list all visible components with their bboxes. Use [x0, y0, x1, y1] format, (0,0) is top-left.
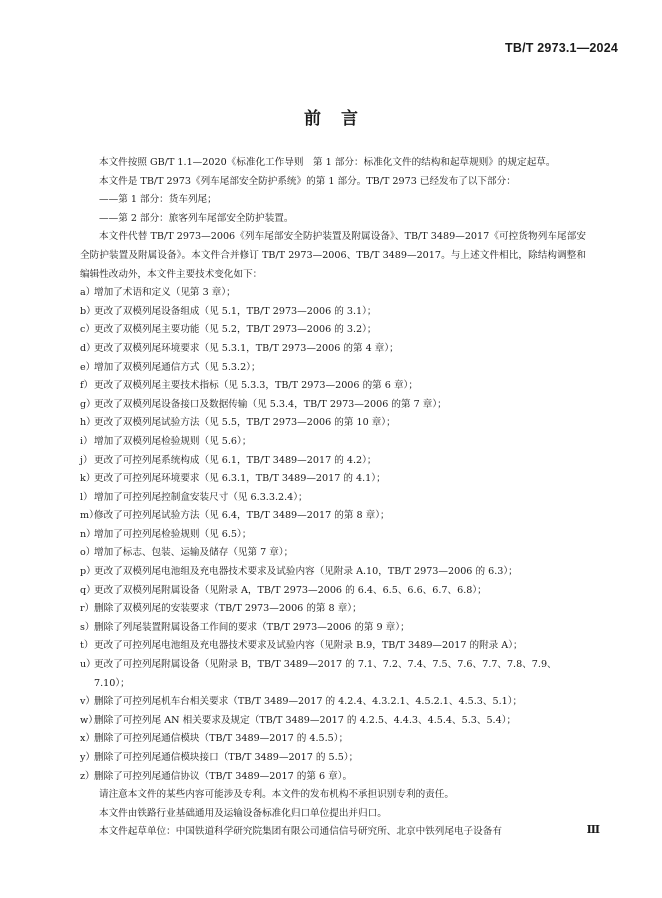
change-item [80, 693, 586, 712]
change-item-text: 更改了可控列尾系统构成（见 6.1，TB/T 3489—2017 的 4.2）； [94, 454, 377, 466]
change-item-label: o） [80, 547, 96, 559]
document-id: TB/T 2973.1—2024 [505, 41, 618, 55]
change-item [80, 303, 586, 322]
change-item [80, 563, 586, 582]
change-item-text: 删除了可控列尾通信模块接口（TB/T 3489—2017 的 5.5）； [94, 752, 359, 763]
change-item-text: 增加了可控列尾控制盒安装尺寸（见 6.3.3.2.4）； [94, 491, 308, 503]
change-item [80, 619, 586, 638]
change-item-label: l） [80, 491, 93, 503]
change-item [80, 396, 586, 415]
change-item-label: h） [80, 417, 96, 429]
change-item-label: w） [80, 714, 98, 726]
change-item [80, 749, 586, 768]
change-item-label: g） [80, 398, 96, 410]
change-item [80, 359, 586, 378]
change-item-text: 更改了可控列尾电池组及充电器技术要求及试验内容（见附录 B.9，TB/T 3489—2017 的附录 A）； [94, 640, 523, 652]
document-body [80, 154, 586, 842]
change-item-text: 更改了双模列尾主要功能（见 5.2，TB/T 2973—2006 的 3.2）； [94, 324, 377, 336]
change-item [80, 489, 586, 508]
change-item-label: x） [80, 733, 96, 745]
change-item-text: 删除了可控列尾 AN 相关要求及规定（TB/T 3489—2017 的 4.2.5、4.4.3、4.5.4、5.3、5.4）； [94, 714, 517, 726]
change-item [80, 712, 586, 731]
change-item-text: 更改了双模列尾试验方法（见 5.5，TB/T 2973—2006 的第 10 章）； [94, 417, 396, 429]
change-item-label: c） [80, 324, 95, 336]
change-item [80, 377, 586, 396]
change-item-text: 增加了双模列尾通信方式（见 5.3.2）； [94, 361, 261, 373]
change-item [80, 340, 586, 359]
change-item-label: f） [80, 380, 94, 392]
change-item-text: 更改了双模列尾主要技术指标（见 5.3.3，TB/T 2973—2006 的第 6 章）； [94, 380, 418, 392]
change-item-label: i） [80, 435, 93, 447]
part-item: ——第 2 部分：旅客列车尾部安全防护装置。 [99, 212, 294, 224]
change-item-label: s） [80, 621, 95, 633]
change-item [80, 656, 586, 693]
change-item-label: v） [80, 696, 96, 708]
change-item-label: u） [80, 659, 96, 671]
change-item-label: a） [80, 287, 96, 299]
change-item-text: 更改了双模列尾电池组及充电器技术要求及试验内容（见附录 A.10，TB/T 2973—2006 的 6.3）； [94, 566, 518, 578]
change-item-label: j） [80, 454, 93, 466]
page-number: Ⅲ [586, 823, 600, 836]
change-item-text: 更改了双模列尾设备接口及数据传输（见 5.3.4，TB/T 2973—2006 的第 7 章）； [94, 398, 447, 410]
change-item-text: 修改了可控列尾试验方法（见 6.4，TB/T 3489—2017 的第 8 章）； [94, 510, 390, 522]
change-item [80, 582, 586, 601]
change-item [80, 730, 586, 749]
page-title: 前言 [304, 109, 378, 129]
intro-paragraph: 本文件按照 GB/T 1.1—2020《标准化工作导则 第 1 部分：标准化文件的结构和起草规则》的规定起草。 [99, 157, 556, 168]
intro-paragraph: 本文件是 TB/T 2973《列车尾部安全防护系统》的第 1 部分。TB/T 2973 已经发布了以下部分： [99, 175, 516, 187]
change-item-text: 删除了可控列尾机车台相关要求（TB/T 3489—2017 的 4.2.4、4.3.2.1、4.5.2.1、4.5.3、5.1）； [94, 696, 523, 708]
change-item-text: 删除了可控列尾通信协议（TB/T 3489—2017 的第 6 章）。 [94, 770, 353, 782]
proposer-statement: 本文件由铁路行业基础通用及运输设备标准化归口单位提出并归口。 [99, 807, 387, 819]
change-item-text: 删除了可控列尾通信模块（TB/T 3489—2017 的 4.5.5）； [94, 733, 349, 745]
change-item [80, 507, 586, 526]
change-item-text: 更改了双模列尾环境要求（见 5.3.1，TB/T 2973—2006 的第 4 章）； [94, 342, 399, 354]
change-item [80, 321, 586, 340]
change-item [80, 544, 586, 563]
change-item-label: d） [80, 342, 96, 354]
replacement-paragraph: 本文件代替 TB/T 2973—2006《列车尾部安全防护装置及附属设备》、TB/T 3489—2017《可控货物列车尾部安全防护装置及附属设备》。本文件合并修订 TB/T 2973—2006、TB/T 3489—2017。与上述文件相比，除结构调整和编辑性改动外，本文件主要技术变化如下： [80, 231, 586, 280]
change-item-label: y） [80, 752, 96, 763]
part-item: ——第 1 部分：货车列尾； [99, 194, 217, 206]
change-item [80, 637, 586, 656]
change-item-text: 更改了可控列尾环境要求（见 6.3.1，TB/T 3489—2017 的 4.1）； [94, 473, 386, 485]
change-item-label: r） [80, 603, 95, 615]
change-item-text: 更改了可控列尾附属设备（见附录 B，TB/T 3489—2017 的 7.1、7.2、7.4、7.5、7.6、7.7、7.8、7.9、7.10）； [94, 659, 557, 689]
change-item-text: 增加了可控列尾检验规则（见 6.5）； [94, 528, 252, 540]
change-item [80, 526, 586, 545]
change-item-text: 删除了双模列尾的安装要求（TB/T 2973—2006 的第 8 章）； [94, 603, 362, 615]
change-item-label: z） [80, 770, 95, 782]
change-item-label: m） [80, 510, 99, 522]
change-item-text: 更改了双模列尾附属设备（见附录 A，TB/T 2973—2006 的 6.4、6.5、6.6、6.7、6.8）； [94, 584, 487, 596]
patent-notice: 请注意本文件的某些内容可能涉及专利。本文件的发布机构不承担识别专利的责任。 [99, 789, 454, 801]
change-item [80, 470, 586, 489]
change-item-label: q） [80, 584, 96, 596]
change-item-label: t） [80, 640, 94, 652]
change-item-label: k） [80, 473, 96, 485]
changes-list [80, 284, 586, 786]
change-item [80, 600, 586, 619]
change-item-label: b） [80, 305, 96, 317]
change-item [80, 768, 586, 787]
change-item-text: 更改了双模列尾设备组成（见 5.1，TB/T 2973—2006 的 3.1）； [94, 305, 377, 317]
change-item-label: p） [80, 566, 96, 578]
change-item [80, 414, 586, 433]
change-item-text: 增加了术语和定义（见第 3 章）； [94, 287, 236, 299]
change-item-text: 删除了列尾装置附属设备工作间的要求（TB/T 2973—2006 的第 9 章）； [94, 621, 410, 633]
change-item [80, 433, 586, 452]
change-item-text: 增加了双模列尾检验规则（见 5.6）； [94, 435, 252, 447]
change-item [80, 284, 586, 303]
drafting-units: 本文件起草单位：中国铁道科学研究院集团有限公司通信信号研究所、北京中铁列尾电子设备有 [99, 826, 502, 838]
change-item-label: e） [80, 361, 96, 373]
change-item-label: n） [80, 528, 96, 540]
change-item [80, 452, 586, 471]
change-item-text: 增加了标志、包装、运输及储存（见第 7 章）； [94, 547, 294, 559]
